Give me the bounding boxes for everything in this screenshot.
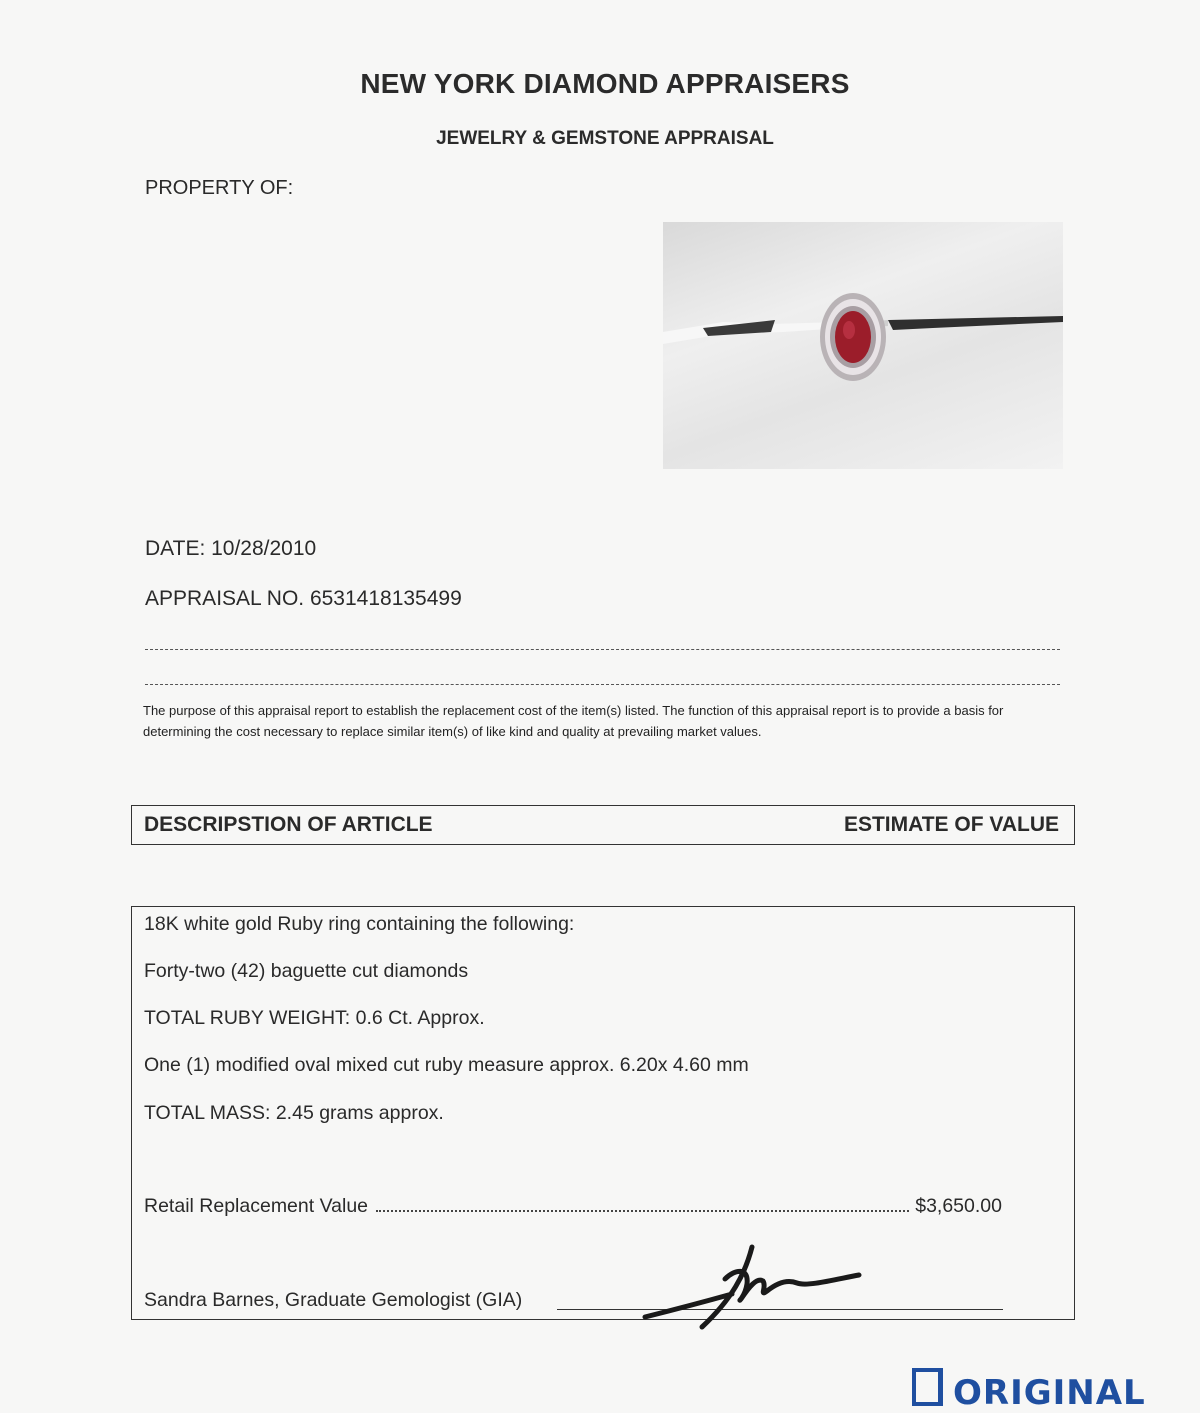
appraisal-date: DATE: 10/28/2010 [145,537,317,560]
ruby-ring-photo [663,222,1063,469]
divider-line [145,649,1060,650]
document-subtitle: JEWELRY & GEMSTONE APPRAISAL [436,128,774,149]
dot-leader [376,1210,909,1212]
property-of-label: PROPERTY OF: [145,177,294,199]
description-line: Forty-two (42) baguette cut diamonds [144,960,469,982]
signatory-name: Sandra Barnes, Graduate Gemologist (GIA) [144,1289,523,1311]
stamp-icon [912,1368,943,1406]
description-line: One (1) modified oval mixed cut ruby measure approx. 6.20x 4.60 mm [144,1054,749,1076]
stamp-text: ORIGINAL [953,1373,1146,1413]
retail-value-row [144,1195,1002,1218]
description-header: DESCRIPSTION OF ARTICLE [144,813,433,836]
document-title: NEW YORK DIAMOND APPRAISERS [360,68,850,99]
original-stamp [912,1368,1146,1413]
description-line: TOTAL RUBY WEIGHT: 0.6 Ct. Approx. [144,1007,485,1029]
retail-value-amount: $3,650.00 [915,1195,1002,1217]
divider-line [145,684,1060,685]
retail-value-label: Retail Replacement Value [144,1195,369,1217]
estimate-header: ESTIMATE OF VALUE [843,813,1059,836]
table-header [131,805,1075,845]
description-line: 18K white gold Ruby ring containing the following: [144,913,575,935]
purpose-statement: The purpose of this appraisal report to establish the replacement cost of the item(s) listed. The function of this appraisal report is to provide a basis for determining the cost necessary to replace similar item(s) of like kind and quality at prevailing market values. [143,703,1004,739]
article-description-box [131,906,1075,1320]
appraisal-number: APPRAISAL NO. 6531418135499 [145,587,462,610]
signature-image [637,1239,867,1334]
description-line: TOTAL MASS: 2.45 grams approx. [144,1102,444,1124]
